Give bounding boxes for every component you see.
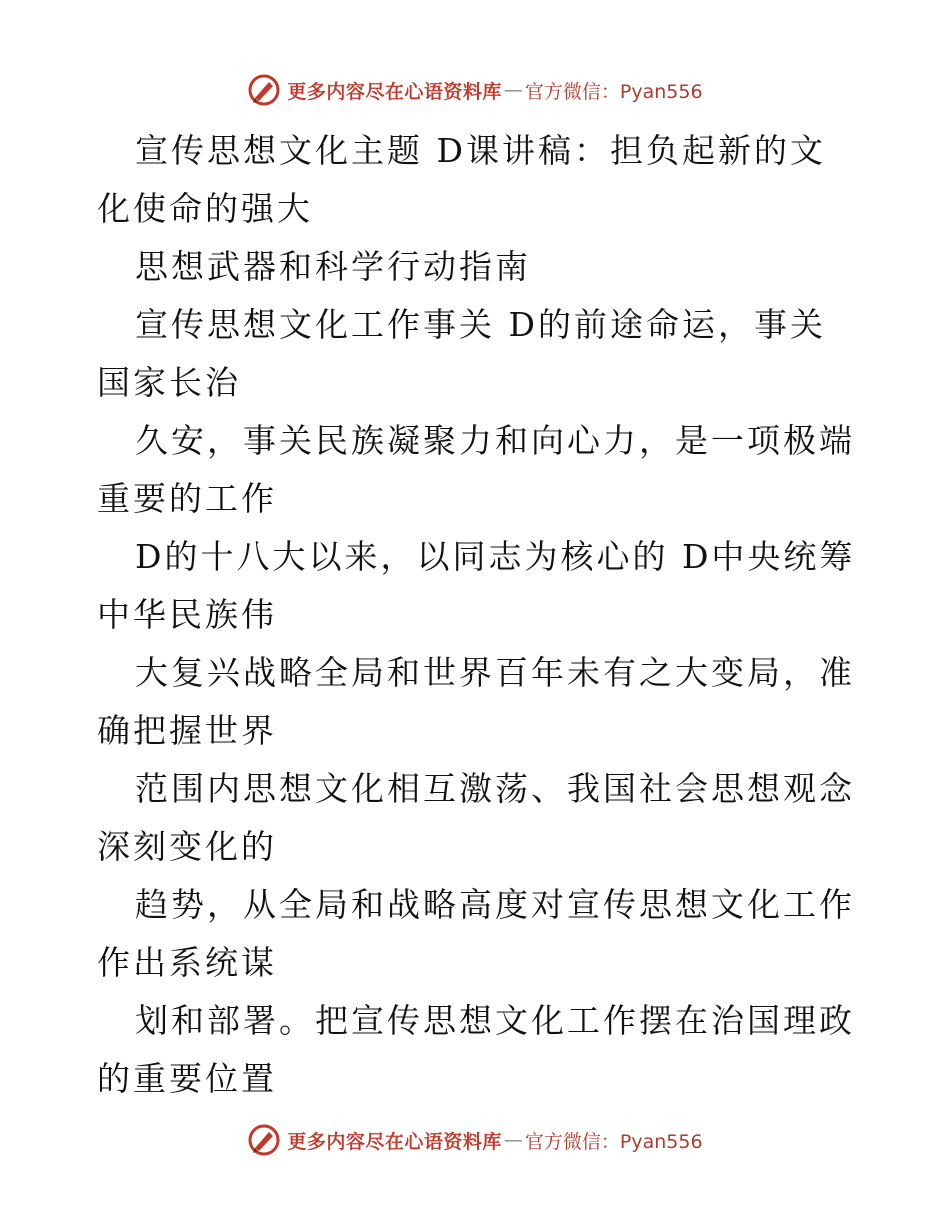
paragraph: 宣传思想文化工作事关 D的前途命运，事关国家长治 [97, 305, 826, 402]
footer-brand-text: 更多内容尽在心语资料库 [287, 1130, 502, 1153]
paragraph: 大复兴战略全局和世界百年未有之大变局，准确把握世界 [97, 653, 855, 750]
pen-logo-icon [247, 73, 281, 107]
pen-logo-icon [247, 1123, 281, 1157]
header-banner [0, 70, 950, 110]
header-brand-text: 更多内容尽在心语资料库 [287, 80, 502, 103]
footer-banner [0, 1120, 950, 1160]
paragraph: 趋势，从全局和战略高度对宣传思想文化工作作出系统谋 [97, 885, 855, 982]
footer-separator: — [503, 1129, 523, 1151]
footer-wechat-text: 官方微信：Pyan556 [524, 1130, 703, 1153]
paragraph: 范围内思想文化相互激荡、我国社会思想观念深刻变化的 [97, 769, 855, 866]
paragraph: 划和部署。把宣传思想文化工作摆在治国理政的重要位置 [97, 1001, 855, 1098]
header-wechat-text: 官方微信：Pyan556 [524, 80, 703, 103]
document-body [97, 122, 857, 1108]
paragraph: 久安，事关民族凝聚力和向心力，是一项极端重要的工作 [97, 421, 855, 518]
paragraph: 思想武器和科学行动指南 [135, 247, 531, 286]
paragraph: 宣传思想文化主题 D课讲稿：担负起新的文化使命的强大 [97, 131, 826, 228]
paragraph: D的十八大以来，以同志为核心的 D中央统筹中华民族伟 [97, 537, 856, 634]
header-separator: — [503, 79, 523, 101]
